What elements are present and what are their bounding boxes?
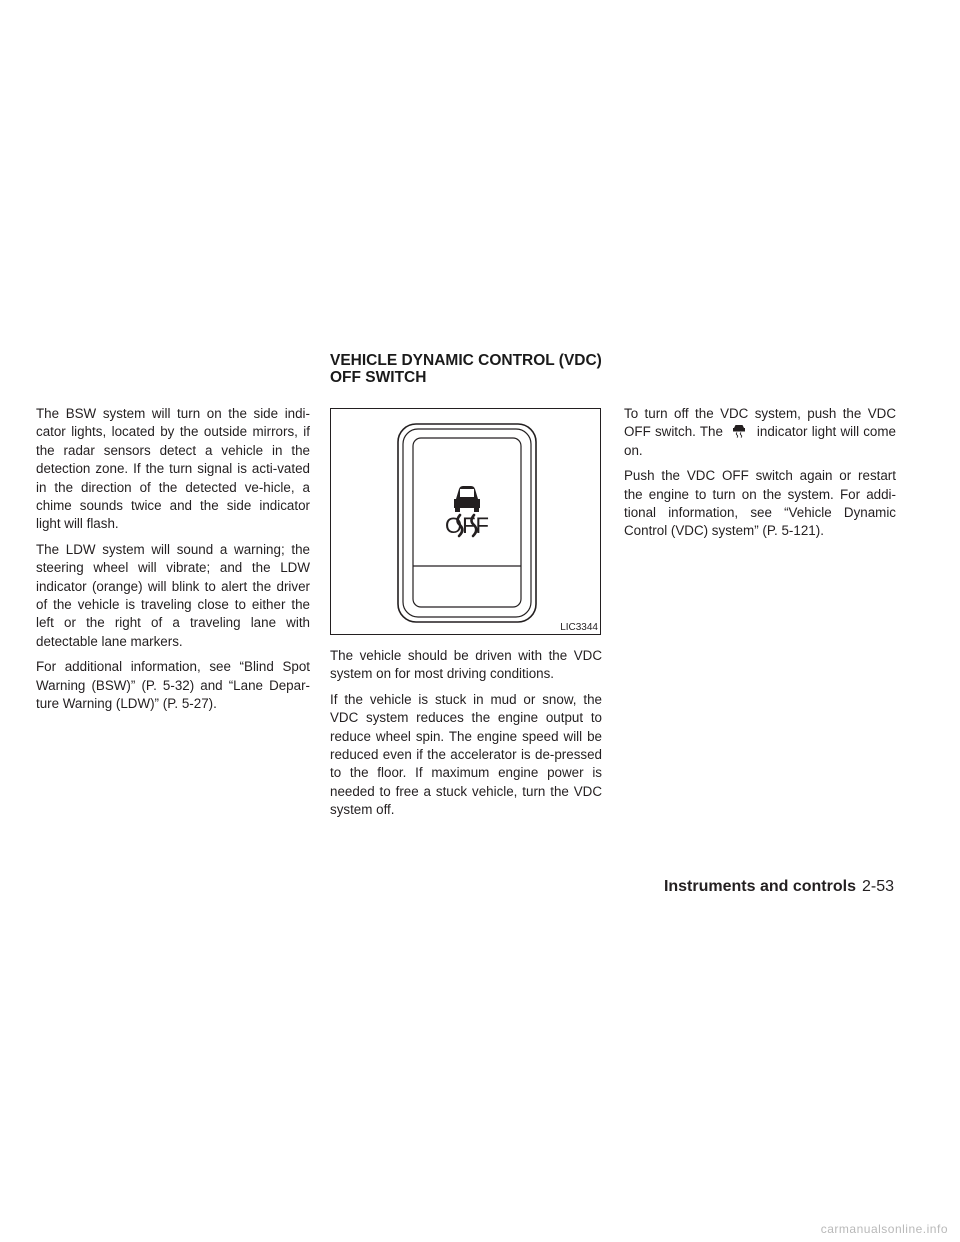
paragraph-reference: For additional information, see “Blind Spot Warning (BSW)” (P. 5-32) and “Lane Depar-ture Warning (LDW)” (P. 5-27). bbox=[36, 659, 310, 712]
paragraph-stuck-vehicle: If the vehicle is stuck in mud or snow, the VDC system reduces the engine output to reduce wheel spin. The engine speed will be reduced even if the accelerator is de-pressed to the floor. If maximum engine power is needed to free a stuck vehicle, turn the VDC system off. bbox=[330, 691, 602, 818]
text-column-middle bbox=[330, 647, 602, 827]
switch-off-label: OFF bbox=[445, 513, 489, 538]
figure-code: LIC3344 bbox=[560, 622, 598, 633]
page-footer bbox=[664, 878, 894, 896]
heading-line-2: OFF SWITCH bbox=[330, 369, 427, 386]
page-number: 2-53 bbox=[861, 878, 894, 895]
text-column-left bbox=[36, 405, 310, 721]
vdc-off-indicator-icon bbox=[731, 424, 747, 438]
turn-off-text: To turn off the VDC system, push the VDC OFF switch. The bbox=[624, 406, 896, 440]
vdc-switch-figure bbox=[330, 408, 601, 635]
section-heading bbox=[330, 352, 730, 386]
paragraph-bsw: The BSW system will turn on the side indi-cator lights, located by the outside mirrors, if the radar sensors detect a vehicle in the detection zone. If the turn signal is acti-vated in the direction of the detected ve-hicle, a chime sounds twice and the side indicator light will flash. bbox=[36, 406, 310, 532]
text-column-right bbox=[624, 405, 896, 548]
paragraph-vdc-on: The vehicle should be driven with the VDC system on for most driving conditions. bbox=[330, 648, 602, 682]
paragraph-turn-off bbox=[624, 405, 896, 460]
footer-section-name: Instruments and controls bbox=[663, 878, 856, 895]
indicator-light-text: indicator light will come on. bbox=[624, 424, 896, 458]
paragraph-ldw: The LDW system will sound a warning; the steering wheel will vibrate; and the LDW indicator (orange) will blink to alert the driver of the vehicle is traveling close to either the left or the right of a traveling lane with detectable lane markers. bbox=[36, 541, 310, 649]
paragraph-restart: Push the VDC OFF switch again or restart the engine to turn on the system. For addi-tional information, see “Vehicle Dynamic Control (VDC) system” (P. 5-121). bbox=[624, 468, 896, 539]
heading-line-1: VEHICLE DYNAMIC CONTROL (VDC) bbox=[330, 352, 602, 369]
vdc-off-switch-illustration bbox=[331, 409, 602, 636]
watermark: carmanualsonline.info bbox=[820, 1222, 948, 1236]
